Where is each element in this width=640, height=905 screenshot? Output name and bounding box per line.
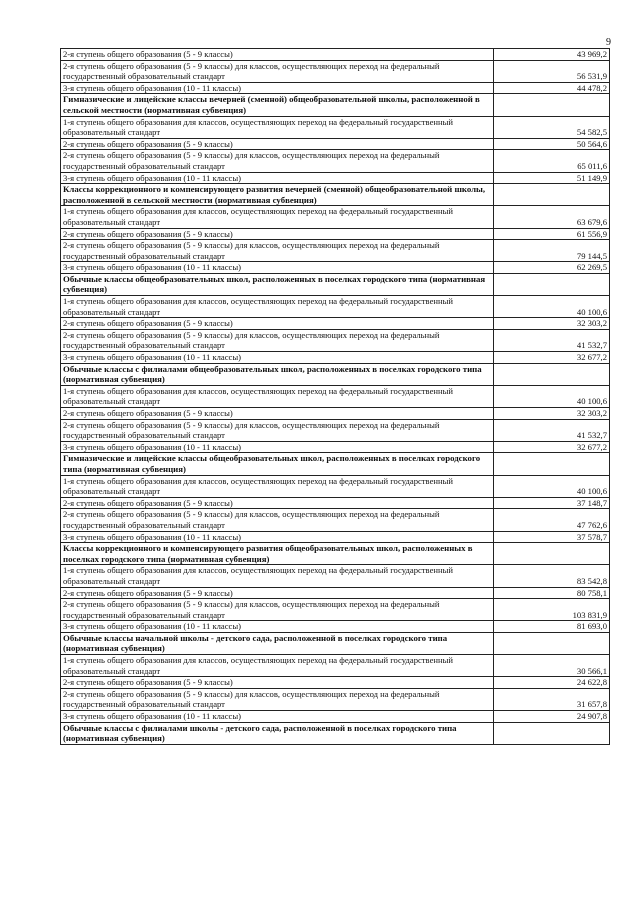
row-value: 63 679,6 — [494, 206, 610, 228]
table-row — [61, 138, 610, 150]
page-number: 9 — [606, 37, 611, 48]
table-row — [61, 441, 610, 453]
table-row — [61, 206, 610, 228]
row-label: 2-я ступень общего образования (5 - 9 классы) — [61, 677, 494, 689]
row-value: 61 556,9 — [494, 228, 610, 240]
row-label: 3-я ступень общего образования (10 - 11 классы) — [61, 531, 494, 543]
row-label: 2-я ступень общего образования (5 - 9 классы) для классов, осуществляющих переход на федеральный государственный образовательный стандарт — [61, 419, 494, 441]
row-label: 3-я ступень общего образования (10 - 11 классы) — [61, 621, 494, 633]
table-row — [61, 228, 610, 240]
row-label: 1-я ступень общего образования для классов, осуществляющих переход на федеральный государственный образовательный стандарт — [61, 655, 494, 677]
table-row — [61, 240, 610, 262]
section-header-row — [61, 543, 610, 565]
row-value — [494, 722, 610, 744]
section-title: Классы коррекционного и компенсирующего развития вечерней (сменной) общеобразовательной школы, расположенной в сельской местности (нормативная субвенция) — [61, 184, 494, 206]
table-row — [61, 565, 610, 587]
row-value: 43 969,2 — [494, 49, 610, 61]
row-value: 44 478,2 — [494, 82, 610, 94]
table-row — [61, 60, 610, 82]
row-value — [494, 543, 610, 565]
section-header-row — [61, 273, 610, 295]
table-row — [61, 82, 610, 94]
table-row — [61, 587, 610, 599]
table-row — [61, 262, 610, 274]
row-value: 30 566,1 — [494, 655, 610, 677]
table-body — [61, 49, 610, 745]
row-label: 2-я ступень общего образования (5 - 9 классы) для классов, осуществляющих переход на федеральный государственный образовательный стандарт — [61, 509, 494, 531]
row-value — [494, 632, 610, 654]
section-header-row — [61, 453, 610, 475]
table-row — [61, 677, 610, 689]
row-value — [494, 184, 610, 206]
section-title: Обычные классы с филиалами общеобразовательных школ, расположенных в поселках городского типа (нормативная субвенция) — [61, 363, 494, 385]
row-label: 3-я ступень общего образования (10 - 11 классы) — [61, 352, 494, 364]
row-value: 54 582,5 — [494, 116, 610, 138]
table-row — [61, 385, 610, 407]
row-value: 51 149,9 — [494, 172, 610, 184]
row-label: 1-я ступень общего образования для классов, осуществляющих переход на федеральный государственный образовательный стандарт — [61, 116, 494, 138]
table-row — [61, 509, 610, 531]
row-value: 80 758,1 — [494, 587, 610, 599]
row-label: 2-я ступень общего образования (5 - 9 классы) — [61, 228, 494, 240]
row-value: 32 303,2 — [494, 318, 610, 330]
row-value: 50 564,6 — [494, 138, 610, 150]
row-label: 2-я ступень общего образования (5 - 9 классы) для классов, осуществляющих переход на федеральный государственный образовательный стандарт — [61, 150, 494, 172]
table-row — [61, 497, 610, 509]
section-title: Гимназические и лицейские классы вечерней (сменной) общеобразовательной школы, расположенной в сельской местности (нормативная субвенция) — [61, 94, 494, 116]
row-label: 2-я ступень общего образования (5 - 9 классы) для классов, осуществляющих переход на федеральный государственный образовательный стандарт — [61, 688, 494, 710]
row-value: 32 677,2 — [494, 352, 610, 364]
row-value: 79 144,5 — [494, 240, 610, 262]
row-label: 1-я ступень общего образования для классов, осуществляющих переход на федеральный государственный образовательный стандарт — [61, 296, 494, 318]
row-value: 65 011,6 — [494, 150, 610, 172]
row-value: 32 303,2 — [494, 408, 610, 420]
table-row — [61, 329, 610, 351]
row-label: 2-я ступень общего образования (5 - 9 классы) — [61, 587, 494, 599]
row-value: 40 100,6 — [494, 385, 610, 407]
row-value: 83 542,8 — [494, 565, 610, 587]
row-value: 47 762,6 — [494, 509, 610, 531]
table-row — [61, 318, 610, 330]
row-value — [494, 94, 610, 116]
row-label: 3-я ступень общего образования (10 - 11 классы) — [61, 262, 494, 274]
table-row — [61, 408, 610, 420]
row-label: 2-я ступень общего образования (5 - 9 классы) — [61, 49, 494, 61]
section-header-row — [61, 184, 610, 206]
section-header-row — [61, 363, 610, 385]
section-title: Обычные классы общеобразовательных школ, расположенных в поселках городского типа (нормативная субвенция) — [61, 273, 494, 295]
row-value: 103 831,9 — [494, 599, 610, 621]
row-label: 3-я ступень общего образования (10 - 11 классы) — [61, 711, 494, 723]
row-label: 1-я ступень общего образования для классов, осуществляющих переход на федеральный государственный образовательный стандарт — [61, 475, 494, 497]
row-label: 3-я ступень общего образования (10 - 11 классы) — [61, 172, 494, 184]
row-value: 62 269,5 — [494, 262, 610, 274]
table-row — [61, 599, 610, 621]
row-value: 41 532,7 — [494, 419, 610, 441]
table-row — [61, 688, 610, 710]
row-value: 31 657,8 — [494, 688, 610, 710]
row-label: 2-я ступень общего образования (5 - 9 классы) — [61, 497, 494, 509]
section-header-row — [61, 722, 610, 744]
row-value: 81 693,0 — [494, 621, 610, 633]
row-label: 2-я ступень общего образования (5 - 9 классы) для классов, осуществляющих переход на федеральный государственный образовательный стандарт — [61, 599, 494, 621]
row-label: 1-я ступень общего образования для классов, осуществляющих переход на федеральный государственный образовательный стандарт — [61, 385, 494, 407]
row-value: 32 677,2 — [494, 441, 610, 453]
table-row — [61, 531, 610, 543]
row-value — [494, 273, 610, 295]
funding-norms-table — [60, 48, 610, 745]
row-label: 2-я ступень общего образования (5 - 9 классы) — [61, 408, 494, 420]
row-value: 24 622,8 — [494, 677, 610, 689]
row-label: 3-я ступень общего образования (10 - 11 классы) — [61, 441, 494, 453]
row-value: 24 907,8 — [494, 711, 610, 723]
section-title: Гимназические и лицейские классы общеобразовательных школ, расположенных в поселках городского типа (нормативная субвенция) — [61, 453, 494, 475]
row-label: 2-я ступень общего образования (5 - 9 классы) — [61, 138, 494, 150]
row-value: 40 100,6 — [494, 475, 610, 497]
row-value: 37 578,7 — [494, 531, 610, 543]
row-label: 2-я ступень общего образования (5 - 9 классы) для классов, осуществляющих переход на федеральный государственный образовательный стандарт — [61, 329, 494, 351]
row-value: 41 532,7 — [494, 329, 610, 351]
table-row — [61, 352, 610, 364]
row-value: 40 100,6 — [494, 296, 610, 318]
row-value: 37 148,7 — [494, 497, 610, 509]
row-value — [494, 363, 610, 385]
section-header-row — [61, 632, 610, 654]
table-row — [61, 419, 610, 441]
table-row — [61, 475, 610, 497]
table-row — [61, 116, 610, 138]
table-row — [61, 49, 610, 61]
section-title: Обычные классы начальной школы - детского сада, расположенной в поселках городского типа (нормативная субвенция) — [61, 632, 494, 654]
row-value: 56 531,9 — [494, 60, 610, 82]
section-title: Обычные классы с филиалами школы - детского сада, расположенной в поселках городского типа (нормативная субвенция) — [61, 722, 494, 744]
row-label: 2-я ступень общего образования (5 - 9 классы) для классов, осуществляющих переход на федеральный государственный образовательный стандарт — [61, 60, 494, 82]
table-row — [61, 621, 610, 633]
row-label: 3-я ступень общего образования (10 - 11 классы) — [61, 82, 494, 94]
row-value — [494, 453, 610, 475]
table-row — [61, 296, 610, 318]
row-label: 2-я ступень общего образования (5 - 9 классы) для классов, осуществляющих переход на федеральный государственный образовательный стандарт — [61, 240, 494, 262]
row-label: 1-я ступень общего образования для классов, осуществляющих переход на федеральный государственный образовательный стандарт — [61, 206, 494, 228]
section-header-row — [61, 94, 610, 116]
row-label: 2-я ступень общего образования (5 - 9 классы) — [61, 318, 494, 330]
table-row — [61, 711, 610, 723]
table-row — [61, 655, 610, 677]
table-row — [61, 150, 610, 172]
section-title: Классы коррекционного и компенсирующего развития общеобразовательных школ, расположенных в поселках городского типа (нормативная субвенция) — [61, 543, 494, 565]
row-label: 1-я ступень общего образования для классов, осуществляющих переход на федеральный государственный образовательный стандарт — [61, 565, 494, 587]
table-row — [61, 172, 610, 184]
